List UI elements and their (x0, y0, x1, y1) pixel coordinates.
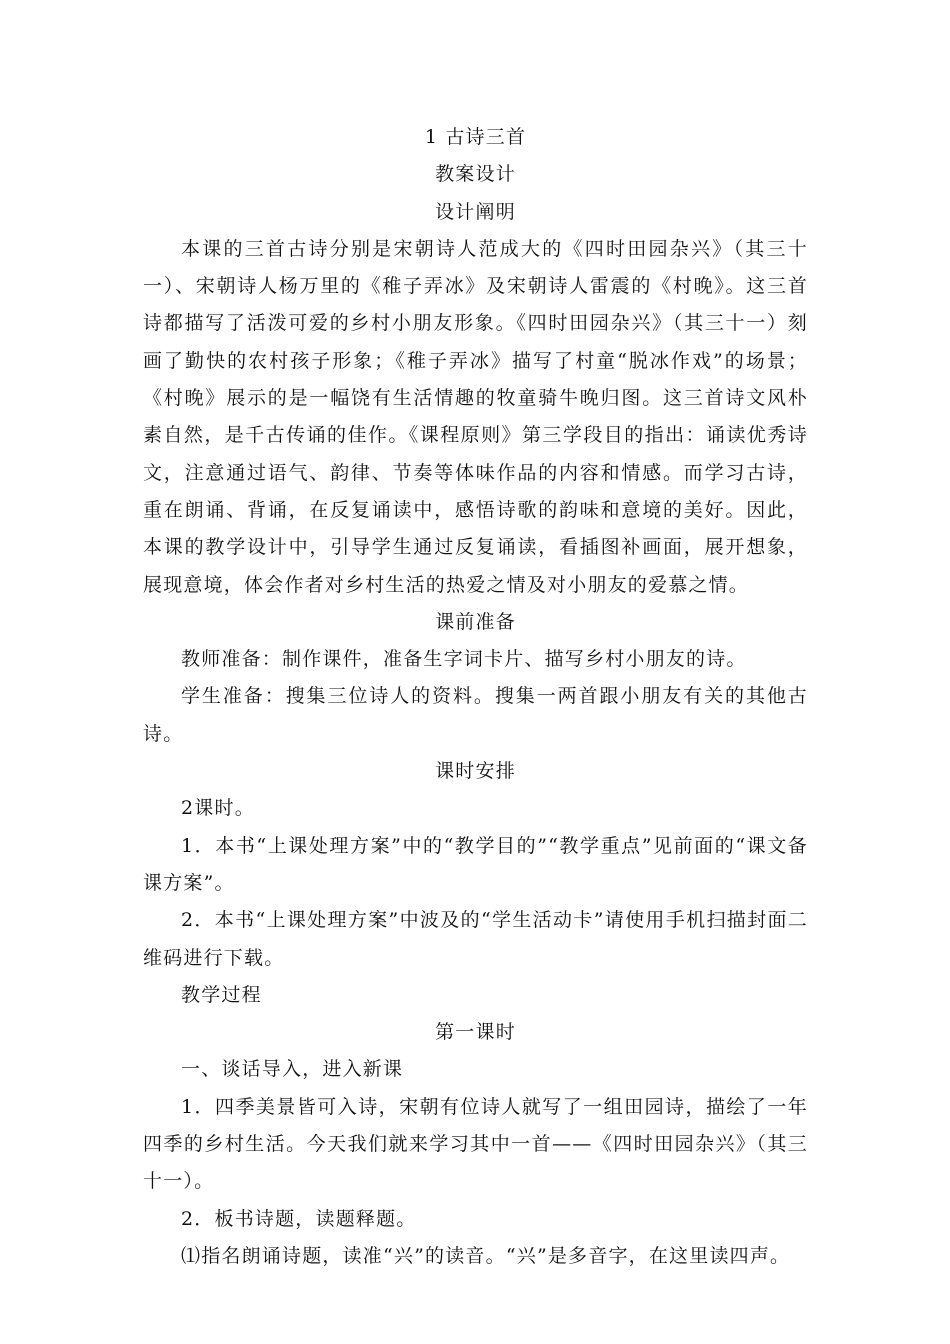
teacher-prep: 教师准备：制作课件，准备生字词卡片、描写乡村小朋友的诗。 (181, 648, 747, 671)
step-item-3: ⑴指名朗诵诗题，读准“兴”的读音。“兴”是多音字，在这里读四声。 (181, 1244, 791, 1267)
student-prep: 学生准备：搜集三位诗人的资料。搜集一两首跟小朋友有关的其他古诗。 (143, 685, 808, 745)
document-content (143, 119, 808, 1275)
step-item-2: 2．板书诗题，读题释题。 (181, 1207, 417, 1230)
lesson-title: 1 古诗三首 (424, 126, 527, 148)
prep-heading: 课前准备 (435, 610, 516, 633)
schedule-note-2: 2．本书“上课处理方案”中波及的“学生活动卡”请使用手机扫描封面二维码进行下载。 (143, 909, 808, 969)
design-body: 本课的三首古诗分别是宋朝诗人范成大的《四时田园杂兴》（其三十一）、宋朝诗人杨万里的《稚子弄冰》及宋朝诗人雷震的《村晚》。这三首诗都描写了活泼可爱的乡村小朋友形象。《四时田园杂兴》（其三十一）刻画了勤快的农村孩子形象；《稚子弄冰》描写了村童“脱冰作戏”的场景；《村晚》展示的是一幅饶有生活情趣的牧童骑牛晚归图。这三首诗文风朴素自然，是千古传诵的佳作。《课程原则》第三学段目的指出：诵读优秀诗文，注意通过语气、韵律、节奏等体味作品的内容和情感。而学习古诗，重在朗诵、背诵，在反复诵读中，感悟诗歌的韵味和意境的美好。因此，本课的教学设计中，引导学生通过反复诵读，看插图补画面，展开想象，展现意境，体会作者对乡村生活的热爱之情及对小朋友的爱慕之情。 (143, 237, 808, 596)
schedule-note-1: 1．本书“上课处理方案”中的“教学目的”“教学重点”见前面的“课文备课方案”。 (143, 834, 808, 894)
step-item-1: 1．四季美景皆可入诗，宋朝有位诗人就写了一组田园诗，描绘了一年四季的乡村生活。今天我们就来学习其中一首——《四时田园杂兴》（其三十一）。 (143, 1095, 808, 1193)
lesson-period-heading: 第一课时 (435, 1021, 516, 1044)
design-heading: 设计阐明 (435, 200, 516, 223)
process-heading: 教学过程 (181, 983, 262, 1006)
schedule-hours: 2课时。 (181, 797, 255, 820)
step-heading: 一、谈话导入，进入新课 (181, 1058, 404, 1081)
schedule-heading: 课时安排 (435, 760, 516, 783)
lesson-subtitle: 教案设计 (435, 163, 516, 186)
